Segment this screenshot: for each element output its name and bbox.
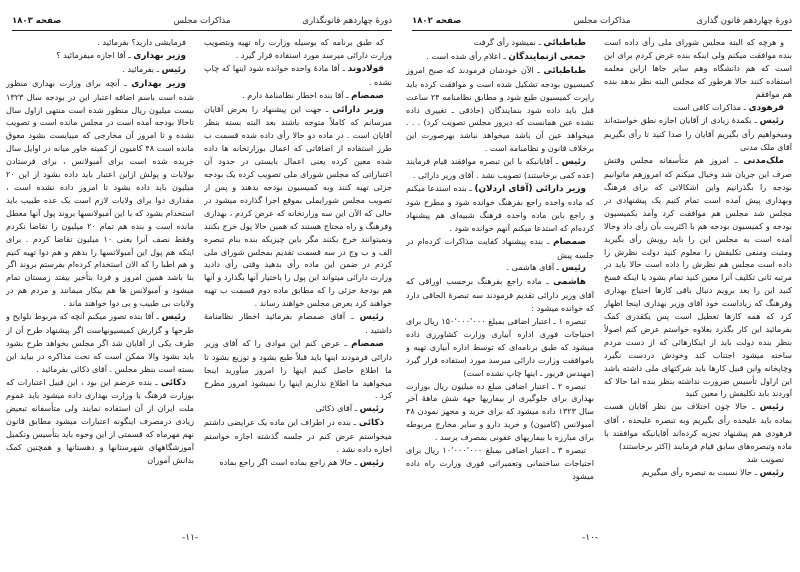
speaker-name: ذکائی: [358, 418, 384, 429]
text-paragraph: [406, 315, 594, 380]
speech-paragraph: [406, 275, 594, 315]
speaker-name: رئیس: [161, 312, 186, 323]
speech-text: ـ حالا هم راجع بماده است اگر راجع بماده: [219, 457, 360, 467]
text-paragraph: [204, 36, 392, 62]
speech-paragraph: [6, 63, 194, 77]
speech-paragraph: [406, 182, 594, 235]
speech-paragraph: [204, 456, 392, 470]
speech-text: تصویب شد: [746, 454, 784, 464]
speech-paragraph: [204, 402, 392, 416]
speech-text: ـ بنده پیشنهاد کفایت مذاکرات کرده‌ام در جلسه پیش: [406, 235, 594, 260]
text-paragraph: [6, 36, 194, 49]
speech-paragraph: [204, 89, 392, 103]
speech-paragraph: [406, 235, 594, 262]
speech-paragraph: [204, 310, 392, 337]
speech-paragraph: [406, 261, 594, 275]
speech-paragraph: [204, 337, 392, 403]
session-title: دورهٔ چهاردهم قانون گذاری: [696, 16, 792, 26]
speech-paragraph: [604, 101, 792, 115]
speaker-name: رئیس: [759, 467, 784, 478]
page-1802: [400, 0, 800, 572]
text-paragraph: [604, 453, 792, 466]
speech-text: ـ بنده در اطراف این ماده یک عرایضی داشتم میخواستم عرض کنم در جلسه گذشته اجازه خواستم اجازه داده نشد .: [204, 417, 392, 455]
speech-text: ـ اعلام رأی شده است .: [426, 50, 509, 61]
speech-paragraph: [604, 154, 792, 400]
speech-text: ـ آقا اجازه میفرمائید ؟: [56, 49, 134, 60]
speech-text: که طبق برنامه که بوسیله وزارت راه تهیه وبتصویب وزارت دارائی میرسد مورد استفاده قرار گیرد .: [204, 37, 392, 60]
page-header: [12, 14, 392, 31]
speaker-name: طباطبائی: [543, 38, 586, 48]
text-column-left: [6, 36, 194, 524]
text-paragraph: [406, 444, 594, 483]
speech-paragraph: [406, 64, 594, 155]
speech-paragraph: [204, 62, 392, 89]
speech-text: تبصره ۱ ـ اعتبار اضافی بمبلغ ۱۵۰٬۰۰۰٬۰۰۰ ریال برای احتیاجات فوری اداره آبیاری وزارت کشاورزی داده میشود که طبق برنامه‌ای که توسط اداره آبیاری تهیه و باموافقت وزارت دارائی میرسد مورد استفاده قرار گیرد (مهندس فریور ـ اینها چاپ نشده است): [406, 316, 594, 378]
speech-text: ـ بکمدهٔ زیادی از آقایان اجازه نطق خواسته‌اند ومیخواهیم رأی بگیریم آقایان را صدا کنید تا رأی بگیریم آقای ملک مدنی: [604, 115, 792, 153]
speech-text: تبصره ۳ ـ اعتبار اضافی بمبلغ ۱۰٬۰۰۰٬۰۰۰ ریال برای احتیاجات ساختمانی وتعمیراتی فوری وزارت راه داده میشود: [406, 445, 594, 481]
speaker-name: فرهودی: [748, 102, 784, 113]
session-title: دورهٔ چهاردهم قانونگذاری: [302, 16, 392, 26]
speaker-name: رئیس: [359, 404, 384, 415]
speaker-name: جمعی ازنمایندگان: [508, 51, 586, 62]
speech-text: ـ عرض کنم این موادی را که آقای وزیر دارائی فرمودند اینها باید قبلاً طبع بشود و توزیع بشود تا ما اطلاع حاصل کنیم اینها را امروز میآورید اینجا میخواهید ما اطلاع نداریم اینها را نمیشود امروز مطرح کرد .: [204, 337, 392, 401]
speech-paragraph: [604, 114, 792, 154]
speech-text: ـ ماده راجع بفرهنگ برحسب اوراقی که آقای وزیر دارائی تقدیم فرمودند سه تبصرهٔ الحاقی دارد که خوانده میشود :: [406, 276, 594, 314]
speech-text: تبصره ۲ ـ اعتبار اضافی مبلغ ده میلیون ریال بوزارت بهداری برای جلوگیری از بیماریها جهة شش ماههٔ آخر سال ۱۳۲۳ داده میشود که برای خرید و مجهز نمودن ۴۸ آمبولانس (کامیون) و خرید دارو و سایر مخارج مربوطه برای مبارزه با بیماریهای عفونی بمصرف برسد .: [406, 380, 594, 443]
speaker-name: طباطبائی: [543, 65, 586, 76]
text-column-right: [204, 36, 392, 524]
page-header: [412, 14, 792, 31]
speech-text: ـ آقایانیکه با این تبصره موافقند قیام فرمایند (عده کمی برخاستند) تصویب نشد . آقای وزیر دارائی .: [406, 156, 594, 181]
speaker-name: رئیس: [759, 116, 784, 127]
speech-text: ـ حالا نسبت به تبصره رأی میگیریم: [641, 466, 760, 477]
speaker-name: رئیس: [561, 263, 586, 274]
speech-text: ـ الآن خودشان فرمودند که صبح امروز کمیسیون بودجه تشکیل شده است و موافقت کرده باید راپرت کمیسیون طبع شود و مطابق نظامنامه ۲۴ ساعت قبل باید داده شود بنمایندگان (حاذقی ـ تغییری داده نشده عین همانست که دیروز مجلس تصویب کرد) . . . میخواهد عین آن باشد میخواهد نباشد بهرصورت این برخلاف قانون و نظامنامه است .: [406, 64, 594, 154]
speaker-name: ذکائی: [160, 377, 186, 388]
speech-text: ـ آقای صمصام بفرمائید اخطار نظامنامهٔ داشتید .: [204, 311, 392, 335]
speech-paragraph: [406, 155, 594, 182]
speech-text: ـ نمیشود رأی گرفت: [473, 37, 544, 47]
speech-text: ـ آقای ذکائی: [315, 403, 360, 414]
speaker-name: رئیس: [561, 157, 586, 168]
speech-text: ـ آقای هاشمی .: [506, 262, 562, 273]
speaker-name: رئیس: [161, 64, 186, 75]
speaker-name: صمصام: [553, 236, 586, 247]
speech-text: ـ بفرمائید .: [122, 63, 162, 74]
speaker-name: هاشمی: [553, 277, 586, 288]
speech-text: ـ امروز هم متأسفانه مجلس وقتش صرف این جریان شد وخیال میکنم که امروزهم ماتوانیم بودجه را بگذرانیم واین اشکالاتی که برای فرهنگ وبهداری پیش آمده است تمام کنیم یک پیشنهادی در مجلس شد مجلس هم موافقت کرد وآمد بکمیسیون بودجه و کمیسیون بودجه هم با اکثریت بآن رأی داد وحالا آمده است به مجلس این را باید رویش رأی بگیرید ومثبت ومنفی تکلیفش را معلوم کنید دولت نظرش را داده است مجلس هم نظرش را داده است حالا باید در مرتبه ثانی تکلیف آنرا معین کنید تمام بشود یا اینکه فسخ کنید این را بعد برویم دنبال باقی کارها احتیاج بهداری وفرهنگ که زیاداست خود آقای وزیر بهداری اینجا اظهار کرد که همه کارها تعطیل است پس یکقدری کمک بفرمائید این کار بگذرد بعلاوه خواستم عرض کنم اصولاً بنظر بنده دولت باید از اینکارهائی که از دست مردم ساخته میشود اجتناب کند وخودش دردست نگیرد وچاپخانه واین قبیل کارها باید شرکتهای ملی داشته باشد این ازاول تأسیس ضرورت نداشته بنظر بنده اما حالا که آوردند باید تکلیفش را معین کنید: [604, 155, 792, 399]
speech-paragraph: [604, 466, 792, 480]
page-label: صفحه ۱۸۰۲: [412, 16, 462, 26]
speech-paragraph: [6, 49, 194, 63]
page-label: صفحه ۱۸۰۳: [12, 16, 62, 26]
speech-text: ـ بنده عرضم این بود ، این قبیل اعتبارات که بوزارت فرهنگ یا وزارت بهداری داده میشود باید عموم ملت ایران از آن استفاده نمایند ولی متأسفانه تبعیض زیادی درمصرف اینگونه اعتبارات میشود مطابق قانون نهم مهرماه که قسمتی از این وجوه باید بتأسیس وتکمیل آموزشگاههای شهرستانها و دهستانها و همچنین کمک بدانش آموزان: [6, 376, 194, 465]
speaker-name: وزیر بهداری: [131, 78, 186, 89]
speech-text: ـ مذاکرات کافی است: [672, 101, 749, 112]
speech-text: ـ آقا بنده تصور میکنم آنچه که مربوط بلوایح و طرحها و گزارش کمیسیونهاست اگر پیشنهاد طرح آن از طرف یکی از آقایان شد اگر مجلس بخواهد طرح بشود باید بشود والا ممکن است که تحت مذاکره در بیاید این بسته است بنظر مجلس . آقای ذکائی بفرمائید .: [6, 311, 194, 374]
speech-paragraph: [406, 50, 594, 64]
speaker-name: وزیر دارائی (آقای اردلان): [474, 183, 586, 194]
text-column-left: [406, 36, 594, 524]
speaker-name: وزیر بهداری: [133, 50, 186, 61]
text-paragraph: [406, 380, 594, 445]
page-number: -۱۱-: [182, 533, 199, 543]
speech-text: ـ جهت این پیشنهاد را بعرض آقایان میرسانم که کاملاً متوجه باشند بعد البته بسته بنظر آقایان است . در ماده دو حالا رأی داده شده قسمت ب طرز استفاده از اضافاتی که اعمال بوزارتخانه ها داده شده معین کرده یعنی اعمال بایستی در حدود آن اعتباراتی که مجلس شورای ملی تصویب کرده یک بودجه جزئی تهیه کنند وبه کمیسیون بودجه بدهند و پس از تصویب مجلس شورایملی بموقع اجرا گذارده میشود در حالی که الآن این سه وزارتخانه که عرض کردم ، بهداری وفرهنگ و راه محتاج هستند که همین حالا پول خرج بکنند ونمیتوانند خرج بکنند مگر باین چیزیکه بنده بنام تبصره الف و ب وج در سه قسمت تقدیم بمجلس شورای ملی کردم در ضمن این ماده رأی بدهید وقتی رأی دادید وزارت دارائی میتواند این پول را باختیار آنها بگذارد و آنها هم بودجهٔ جزئی را که مطابق ماده دوم قسمت ب تهیه خواهند کرد بعرض مجلس خواهند رساند .: [204, 103, 392, 309]
speech-paragraph: [604, 400, 792, 453]
speech-text: ـ بنده استدعا میکنم که ماده واحده راجع بفرهنگ خوانده شود و مطرح شود و راجع باین ماده واحده فرهنگ شبیه‌ای هم پیشنهاد کرده‌ام که استدعا میکنم آنهم خوانده شود .: [406, 182, 594, 233]
page-number: -۱۰-: [582, 533, 599, 543]
speaker-name: صمصام: [351, 90, 384, 101]
speaker-name: رئیس: [759, 402, 784, 413]
speaker-name: رئیس: [359, 458, 384, 468]
speech-paragraph: [6, 310, 194, 376]
speaker-name: صمصام: [351, 338, 384, 349]
speech-paragraph: [204, 416, 392, 456]
publication-title: مذاکرات مجلس: [173, 16, 231, 26]
speech-text: ـ حالا چون اختلاف بین نظر آقایان هست بماده باید علیحده رأی بگیریم وبه تبصره علیحده ، آقای فرهودی هم پیشنهاد تجزیه کرده‌اند آقایانیکه موافقند با ماده وتبصره‌های سابق قیام فرمایند (اکثر برخاستند): [604, 401, 792, 452]
text-column-right: [604, 36, 792, 524]
speech-paragraph: [6, 77, 194, 310]
speaker-name: رئیس: [359, 312, 384, 323]
speech-paragraph: [204, 103, 392, 311]
publication-title: مذاکرات مجلس: [573, 16, 631, 26]
text-paragraph: [604, 36, 792, 101]
speech-paragraph: [406, 36, 594, 50]
speaker-name: فولادوند: [347, 63, 384, 74]
speech-text: ـ آقا بنده اخطار نظامنامهٔ دارم .: [242, 89, 352, 100]
speech-text: فرمایشی دارید؟ بفرمائید .: [97, 37, 186, 47]
speech-paragraph: [6, 376, 194, 467]
speaker-name: ملک‌مدنی: [743, 156, 784, 167]
speech-text: و هرچه که البته مجلس شورای ملی رأی داده است بنده موافقت میکنم ولی اینکه بنده عرض کردم برای این است که هم دانشگاه وهم سایر جاها ازاین معلمه استفاده کنند حالا هرطور که مجلس البته نظر بدهد بنده هم موافقم: [604, 37, 792, 99]
speaker-name: وزیر دارائی: [332, 104, 384, 115]
speech-text: ـ آنچه برای وزارت بهداری منظور شده است باسم اضافه اعتبار این در بودجه سال ۱۳۲۳ بیست میلیون ریال منظور شده است منتهی ازاول سال تاحالا بودجه آمده است در مجلس مانده است و تصویب نشده و تا امروز آن مخارجی که میبایست بشود معوق مانده است ۴۸ کامیون از کمیته خاور میانه در اوایل سال خریده شده است برای آمبولانس ، برای فرستادن بولایات و پولش ازاین اعتبار باید داده بشود از این ۲۰ میلیون باید داده بشود تا امروز داده نشده است ، مقداری دوا برای ولایات لازم است یک عده طبیب باید استخدام بشود که با این آمبولانسها بروند پول آنها معطل مانده است و بنده هم تمام ۲۰ میلیون را تقاضا نکردم وفقط نصف آنرا یعنی ۱۰ میلیون تقاضا کردم . برای اینکه هم پول این آمبولانسها را بدهم و هم دوا تهیه کنیم و هم اطبا را که الان استخدام کرده‌ام بفرستم بروند اگر بنا باشد همین امروز و فردا بتأخیر بیفتد زمستان تمام میشود و آمبولانس ها هم بیکار میمانند و مردم هم در ولایات بی طبیب و بی دوا خواهند ماند .: [6, 77, 194, 309]
speech-text: ـ آقا مادهٔ واحده خوانده شود اینها که چاپ نشده .: [204, 62, 392, 87]
